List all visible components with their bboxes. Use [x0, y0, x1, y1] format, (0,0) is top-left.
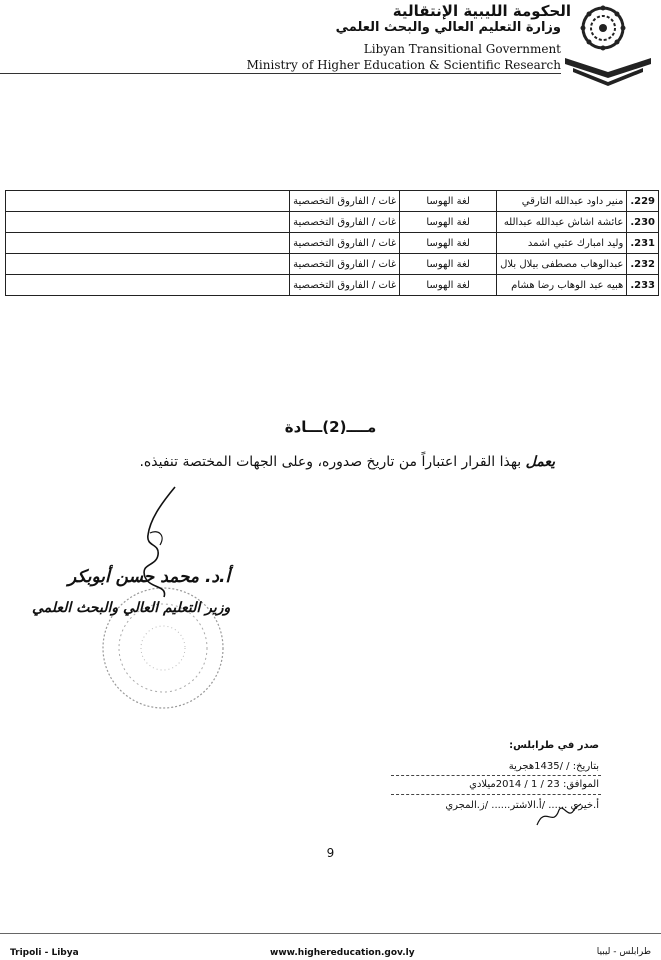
table-row: [6, 212, 659, 233]
hijri-date-underline: [391, 775, 601, 776]
header-rule: [0, 73, 561, 74]
blank-cell: [6, 254, 290, 275]
blank-cell: [6, 233, 290, 254]
minister-name: أ.د. محمد حسن أبوبكر: [68, 567, 231, 587]
table-row: [6, 275, 659, 296]
article-text: بهذا القرار اعتباراً من تاريخ صدوره، وعلى الجهات المختصة تنفيذه.: [139, 454, 526, 470]
table-row: [6, 233, 659, 254]
article-title: مــــ(2)ـــادة: [284, 418, 377, 436]
hijri-date: بتاريخ: / /1435هجرية: [508, 761, 599, 772]
footer-website: www.highereducation.gov.ly: [270, 948, 415, 958]
footer-rule: [0, 933, 661, 934]
table-row: [6, 254, 659, 275]
names-table: [5, 190, 659, 296]
initials-scribble-icon: [535, 800, 585, 830]
student-name: عائشة اشاش عبدالله عبدالله: [497, 212, 627, 233]
government-name-ar: الحكومة الليبية الإنتقالية: [392, 2, 571, 20]
department: لغة الهوسا: [400, 275, 497, 296]
ministry-name-en: Ministry of Higher Education & Scientific Research: [246, 58, 561, 72]
ministry-logo-icon: [563, 2, 653, 92]
department: لغة الهوسا: [400, 212, 497, 233]
faculty: غات / الفاروق التخصصية: [290, 254, 400, 275]
minister-title: وزير التعليم العالي والبحث العلمي: [32, 600, 231, 616]
faculty: غات / الفاروق التخصصية: [290, 212, 400, 233]
gregorian-date: الموافق: 23 / 1 / 2014ميلادي: [469, 779, 599, 790]
department: لغة الهوسا: [400, 254, 497, 275]
row-number: 229.: [627, 191, 659, 212]
issued-in: صدر في طرابلس:: [509, 740, 599, 751]
student-name: وليد امبارك عثبي اشمد: [497, 233, 627, 254]
blank-cell: [6, 275, 290, 296]
ministry-name-ar: وزارة التعليم العالي والبحث العلمي: [335, 20, 561, 35]
drafted-by: أ.خيري ...... /أ.الاشتر...... /ز.المجري: [445, 800, 599, 811]
signature-scribble-icon: [120, 485, 200, 605]
faculty: غات / الفاروق التخصصية: [290, 275, 400, 296]
government-name-en: Libyan Transitional Government: [363, 42, 561, 56]
row-number: 232.: [627, 254, 659, 275]
row-number: 231.: [627, 233, 659, 254]
department: لغة الهوسا: [400, 233, 497, 254]
blank-cell: [6, 212, 290, 233]
student-name: عبدالوهاب مصطفى بيلال بلال: [497, 254, 627, 275]
gregorian-date-underline: [391, 794, 601, 795]
faculty: غات / الفاروق التخصصية: [290, 233, 400, 254]
department: لغة الهوسا: [400, 191, 497, 212]
page-number: 9: [326, 846, 335, 860]
row-number: 230.: [627, 212, 659, 233]
student-name: منير داود عبدالله التارقي: [497, 191, 627, 212]
faculty: غات / الفاروق التخصصية: [290, 191, 400, 212]
table-row: [6, 191, 659, 212]
row-number: 233.: [627, 275, 659, 296]
article-body: [139, 454, 555, 470]
blank-cell: [6, 191, 290, 212]
footer-city-en: Tripoli - Libya: [10, 948, 79, 958]
footer-city-ar: طرابلس - ليبيا: [596, 947, 651, 957]
article-lead-word: يعمل: [525, 454, 555, 470]
student-name: هبيه عبد الوهاب رضا هشام: [497, 275, 627, 296]
